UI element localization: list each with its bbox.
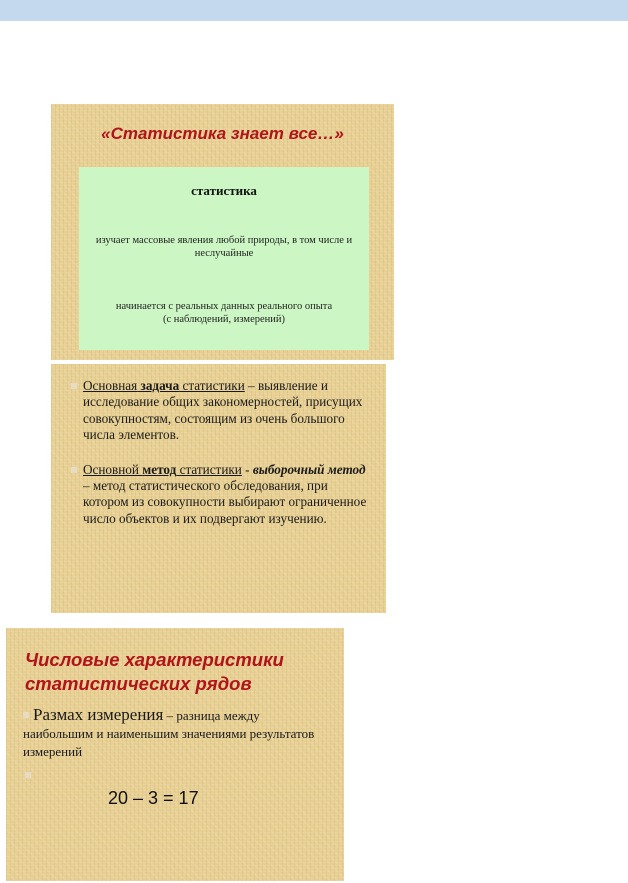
bullet-list — [69, 378, 369, 545]
range-formula: 20 – 3 = 17 — [108, 788, 199, 808]
range-definition: – разница между наибольшим и наименьшим значениями результатов измерений — [23, 708, 315, 759]
box-text-starts-line1: начинается с реальных данных реального опыта — [115, 301, 333, 312]
box-heading: статистика — [191, 183, 257, 198]
title-line2: статистических рядов — [25, 673, 252, 694]
statistics-definition-box — [79, 167, 369, 350]
bullet-main-method — [69, 462, 369, 528]
main-task-w2: задача — [140, 378, 180, 393]
box-text-starts — [79, 300, 369, 326]
box-text-starts-line2: (с наблюдений, измерений) — [163, 314, 285, 325]
range-term: Размах измерения — [33, 705, 164, 724]
main-method-w3: статистики — [179, 461, 242, 477]
main-method-w1: Основной — [83, 461, 139, 477]
main-task-rest: – выявление и исследование общих закономерностей, присущих совокупностям, состоящим из очень большого числа элементов. — [83, 378, 363, 443]
slide-task-and-method — [51, 364, 386, 613]
main-method-sep: - — [241, 461, 253, 477]
bullet-range — [23, 706, 333, 761]
bullet-main-task — [69, 378, 369, 444]
slide-statistics-knows-all — [51, 104, 394, 360]
main-task-w1: Основная — [83, 378, 138, 393]
main-method-rest: – метод статистического обследования, при котором из совокупности выбирают ограниченное число объектов и их подвергают изучению. — [83, 478, 367, 526]
title-line1: Числовые характеристики — [25, 649, 284, 670]
main-method-emph: выборочный метод — [252, 461, 366, 477]
top-header-bar — [0, 0, 628, 21]
main-task-w3: статистики — [182, 378, 245, 393]
bullet-square-icon-empty — [25, 772, 31, 778]
slide-title-numerical — [25, 648, 335, 696]
slide-title: «Статистика знает все…» — [101, 124, 344, 143]
main-method-w2: метод — [142, 461, 177, 477]
slide-numerical-characteristics — [6, 628, 344, 881]
bullet-square-icon — [23, 712, 29, 718]
box-text-studies: изучает массовые явления любой природы, в том числе и неслучайные — [95, 235, 353, 259]
